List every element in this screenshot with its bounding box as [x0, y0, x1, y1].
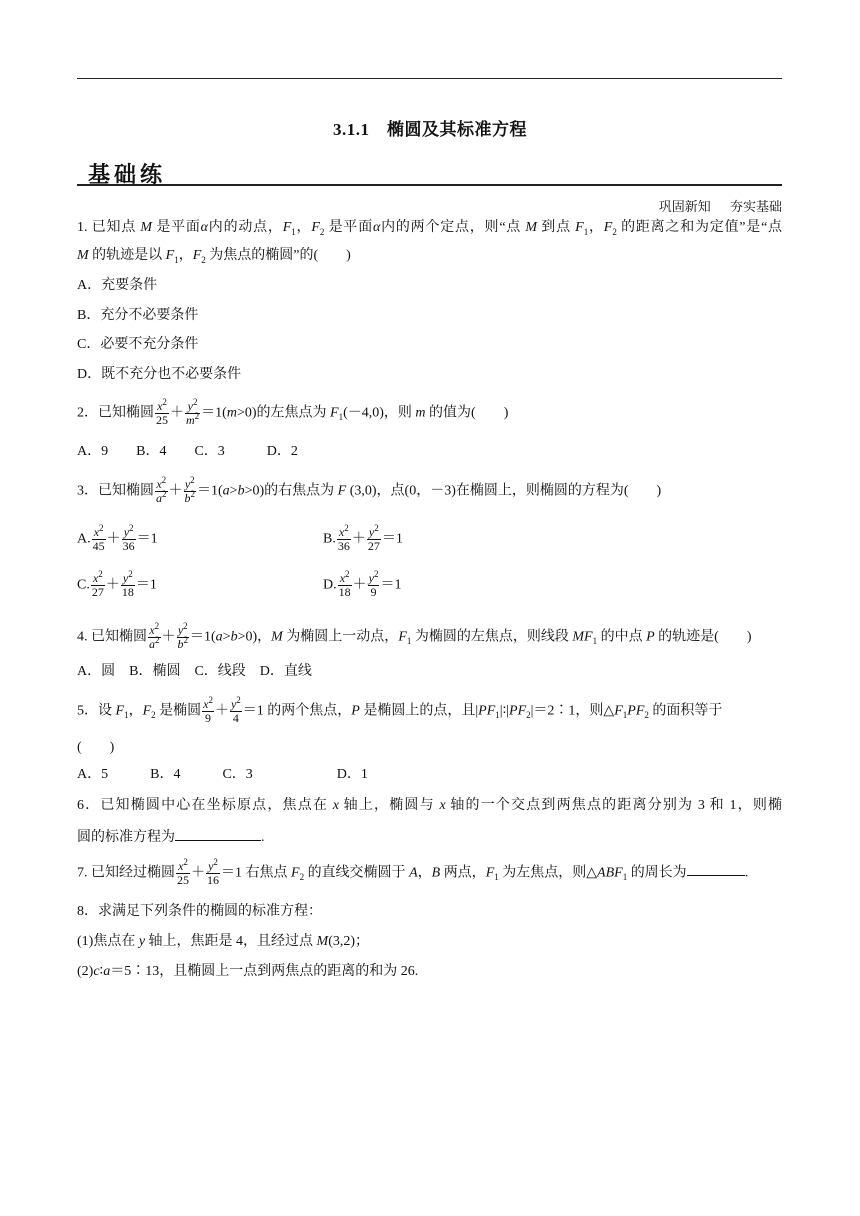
question-1-option-c: C．必要不充分条件	[77, 337, 199, 352]
question-3-option-d: D. $\frac{x^2}{18}$ ＋ $\frac{y^2}{9}$ ＝1	[323, 569, 402, 599]
question-6-line-1: 6．已知椭圆中心在坐标原点，焦点在 x 轴上，椭圆与 x 轴的一个交点到两焦点的距离分别为 3 和 1，则椭	[77, 798, 783, 813]
question-4-stem: 4. 已知椭圆 $\frac{x^2}{a^2}$ ＋ $\frac{y^2}{b^2}$ ＝1(a>b>0)，M 为椭圆上一动点，$F_1$ 为椭圆的左焦点，则线段 $MF_1$ 的中点 P 的轨迹是( )	[77, 621, 752, 651]
question-1-line-1: 1. 已知点 M 是平面α内的动点，$F_1$，$F_2$ 是平面α内的两个定点，则“点 M 到点 $F_1$，$F_2$ 的距离之和为定值”是“点	[77, 220, 783, 237]
answer-blank[interactable]	[175, 826, 261, 841]
question-1-line-2: M 的轨迹是以 $F_1$，$F_2$ 为焦点的椭圆”的( )	[77, 248, 351, 265]
section-heading: 基础练	[88, 163, 167, 188]
question-1-option-a: A．充要条件	[77, 278, 158, 293]
question-3-stem: 3．已知椭圆 $\frac{x^2}{a^2}$ ＋ $\frac{y^2}{b^2}$ ＝1(a>b>0)的右焦点为 F (3,0)，点(0，－3)在椭圆上，则椭圆的方程为( )	[77, 475, 662, 505]
question-5-options: A．5 B．4 C．3 D．1	[77, 767, 368, 782]
question-3-option-a: A. $\frac{x^2}{45}$ ＋ $\frac{y^2}{36}$ ＝1	[77, 523, 158, 553]
question-2-options: A．9 B．4 C．3 D．2	[77, 444, 298, 459]
question-3-option-c: C. $\frac{x^2}{27}$ ＋ $\frac{y^2}{18}$ ＝1	[77, 569, 157, 599]
answer-blank[interactable]	[687, 861, 745, 876]
question-6-line-2: 圆的标准方程为 .	[77, 826, 782, 848]
section-rule	[77, 184, 782, 186]
section-tagline: 巩固新知 夯实基础	[658, 199, 782, 214]
question-2-stem: 2．已知椭圆 $\frac{x^2}{25}$ ＋ $\frac{y^2}{m^2}$ ＝1(m>0)的左焦点为 $F_1(-4,0)$，则 m 的值为( )	[77, 397, 509, 427]
question-4-options: A．圆 B．椭圆 C．线段 D．直线	[77, 664, 312, 679]
question-8-stem: 8．求满足下列条件的椭圆的标准方程：	[77, 904, 322, 919]
header-rule	[77, 78, 782, 79]
question-7-stem: 7. 已知经过椭圆 $\frac{x^2}{25}$ ＋ $\frac{y^2}{16}$ ＝1 右焦点 $F_2$ 的直线交椭圆于 A，B 两点，$F_1$ 为左焦点，则$\triangle ABF_1$ 的周长为 .	[77, 857, 749, 887]
question-8-part-1: (1)焦点在 y 轴上，焦距是 4，且经过点 M(3,2)；	[77, 934, 370, 949]
page-title: 3.1.1 椭圆及其标准方程	[333, 120, 527, 139]
question-1-option-d: D．既不充分也不必要条件	[77, 367, 242, 382]
question-1-option-b: B．充分不必要条件	[77, 308, 199, 323]
question-3-option-b: B. $\frac{x^2}{36}$ ＋ $\frac{y^2}{27}$ ＝1	[323, 523, 403, 553]
question-5-stem: 5．设 $F_1$，$F_2$ 是椭圆 $\frac{x^2}{9}$ ＋ $\frac{y^2}{4}$ ＝1 的两个焦点，P 是椭圆上的点，且$|PF_1|∶|PF_2|=2∶1$，则$\triangle F_1PF_2$ 的面积等于	[77, 695, 723, 725]
question-5-paren: ( )	[77, 740, 115, 755]
question-8-part-2: (2)c∶a＝5∶13，且椭圆上一点到两焦点的距离的和为 26.	[77, 964, 419, 979]
